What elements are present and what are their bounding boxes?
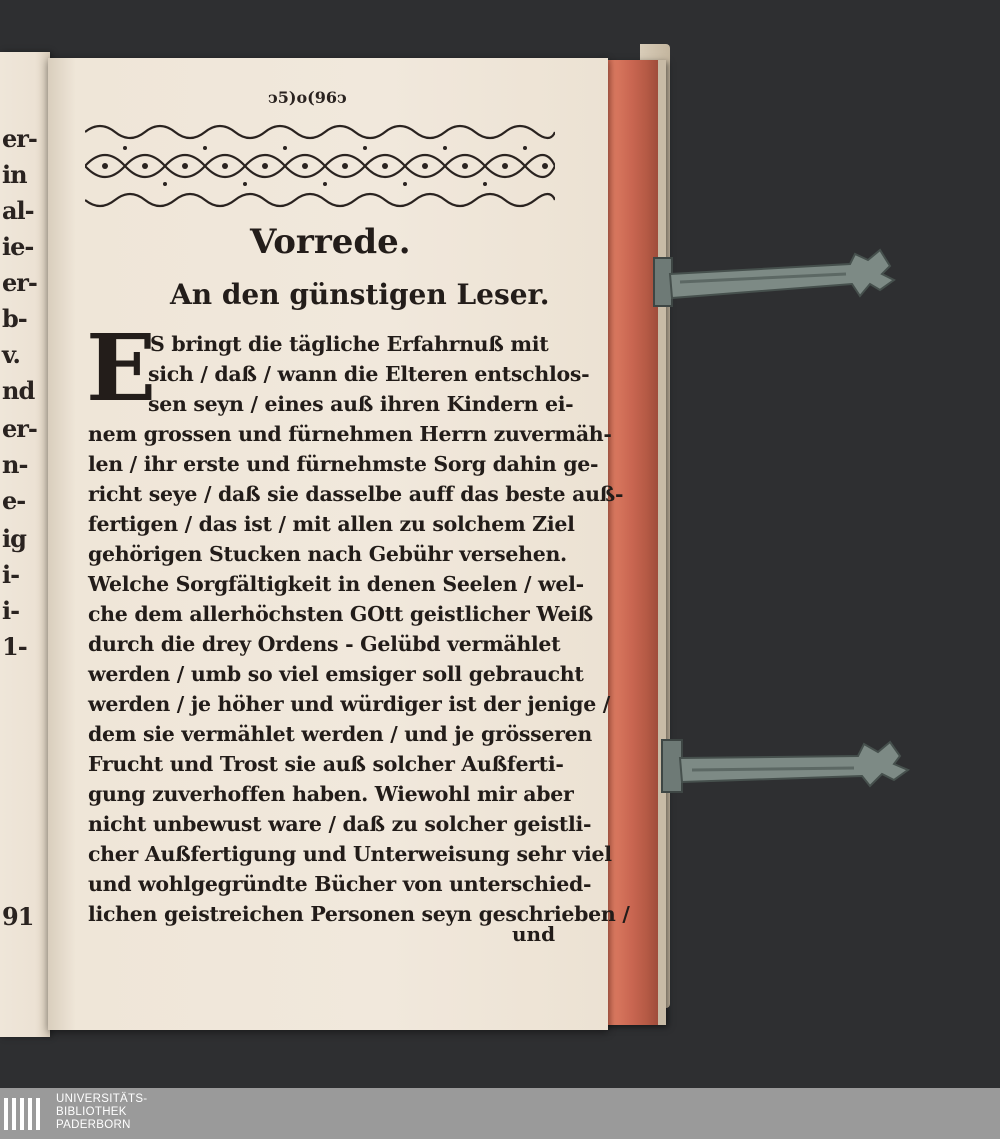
page-number: ↄ5)o(96ↄ: [268, 88, 347, 107]
left-fragment: 1-: [2, 632, 27, 661]
text-line: werden / umb so viel emsiger soll gebraucht: [88, 662, 584, 686]
lower-clasp-icon: [658, 730, 918, 800]
text-line: che dem allerhöchsten GOtt geistlicher Weiß: [88, 602, 593, 626]
text-line: werden / je höher und würdiger ist der jenige /: [88, 692, 610, 716]
text-line: lichen geistreichen Personen seyn geschrieben /: [88, 902, 630, 926]
left-fragment: er-: [2, 124, 37, 153]
left-fragment: al-: [2, 196, 34, 225]
library-footer-bar: [0, 1088, 1000, 1139]
left-fragment: v.: [2, 340, 20, 369]
left-fragment: b-: [2, 304, 27, 333]
text-line: S bringt die tägliche Erfahrnuß mit: [150, 332, 549, 356]
text-line: gung zuverhoffen haben. Wiewohl mir aber: [88, 782, 574, 806]
text-line: len / ihr erste und fürnehmste Sorg dahin ge-: [88, 452, 599, 476]
left-fragment: i-: [2, 560, 20, 589]
text-line: sich / daß / wann die Elteren entschlos-: [148, 362, 590, 386]
left-fragment: er-: [2, 414, 37, 443]
text-line: fertigen / das ist / mit allen zu solchem Ziel: [88, 512, 575, 536]
left-fragment: 91: [2, 902, 34, 931]
left-fragment: in: [2, 160, 27, 189]
chapter-subtitle: An den günstigen Leser.: [170, 278, 550, 311]
text-line: sen seyn / eines auß ihren Kindern ei-: [148, 392, 574, 416]
text-line: durch die drey Ordens - Gelübd vermählet: [88, 632, 561, 656]
text-line: nem grossen und fürnehmen Herrn zuvermäh-: [88, 422, 612, 446]
text-line: dem sie vermählet werden / und je grösseren: [88, 722, 592, 746]
text-line: Welche Sorgfältigkeit in denen Seelen / wel-: [88, 572, 584, 596]
text-line: nicht unbewust ware / daß zu solcher geistli-: [88, 812, 592, 836]
left-fragment: e-: [2, 486, 26, 515]
text-line: richt seye / daß sie dasselbe auff das beste auß-: [88, 482, 624, 506]
library-logo-icon: [4, 1094, 48, 1134]
red-fore-edge: [600, 60, 666, 1025]
left-fragment: ie-: [2, 232, 34, 261]
library-name-line: UNIVERSITÄTS-: [56, 1093, 148, 1105]
drop-cap: E: [86, 314, 157, 422]
left-fragment: ig: [2, 524, 26, 553]
library-name: [56, 1093, 147, 1132]
left-fragment: n-: [2, 450, 28, 479]
left-facing-page: [0, 52, 50, 1037]
catchword: und: [512, 922, 556, 946]
left-fragment: nd: [2, 376, 35, 405]
left-fragment: i-: [2, 596, 20, 625]
library-name-line: PADERBORN: [56, 1119, 131, 1131]
library-name-line: BIBLIOTHEK: [56, 1106, 127, 1118]
text-line: cher Außfertigung und Unterweisung sehr viel: [88, 842, 612, 866]
chapter-title: Vorrede.: [250, 222, 411, 262]
upper-clasp-icon: [650, 240, 900, 320]
ornament-band: [85, 120, 555, 212]
text-line: und wohlgegründte Bücher von unterschied-: [88, 872, 592, 896]
text-line: gehörigen Stucken nach Gebühr versehen.: [88, 542, 567, 566]
text-line: Frucht und Trost sie auß solcher Außferti-: [88, 752, 564, 776]
left-fragment: er-: [2, 268, 37, 297]
